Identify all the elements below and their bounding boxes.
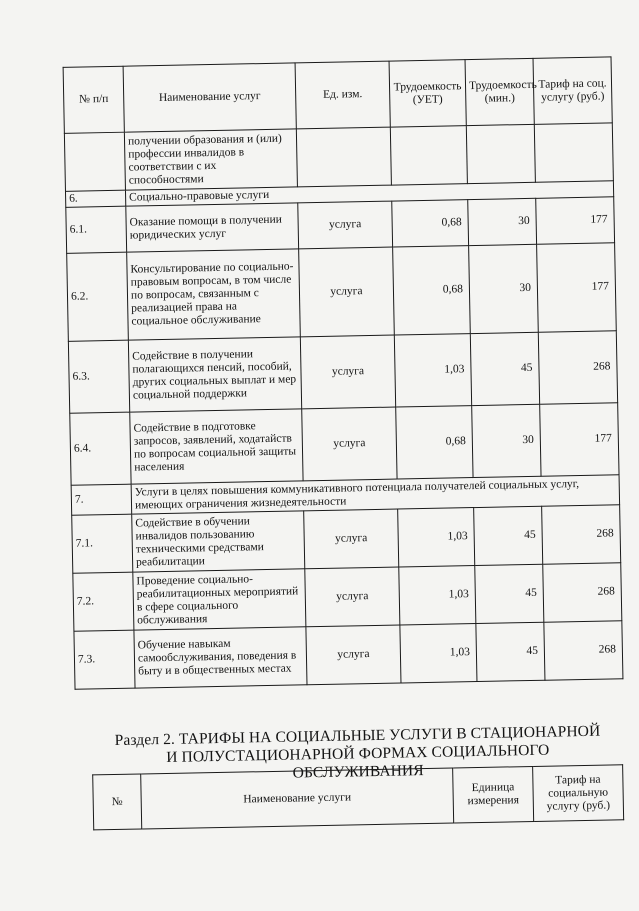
header-name: Наименование услуг — [123, 63, 296, 132]
header-tariff: Тариф на социальную услугу (руб.) — [533, 765, 624, 822]
section-number: 6. — [65, 190, 125, 207]
continuation-text: получении образования и (или) профессии инвалидов в соответствии с их способностями — [124, 129, 297, 190]
header-name: Наименование услуги — [141, 768, 454, 829]
header-uet: Трудоемкость (УЕТ) — [389, 60, 466, 127]
header-minutes: Трудоемкость (мин.) — [465, 58, 534, 125]
section-number: 7. — [71, 484, 132, 515]
table-row: 7.2. Проведение социально-реабилитационных мероприятий в сфере социального обслуживания услуга 1,03 45 268 — [73, 563, 622, 632]
header-num: № п/п — [63, 66, 124, 133]
header-tariff: Тариф на соц. услугу (руб.) — [533, 57, 612, 124]
section-title: Услуги в целях повышения коммуникативного потенциала получателей социальных услуг, имеющих ограничения жизнедеятельности — [131, 475, 619, 514]
table-header-row — [63, 57, 612, 134]
tariff-table-section-1 — [63, 56, 624, 689]
table-header-row — [93, 765, 624, 830]
table-row — [64, 123, 613, 192]
tariff-table-section-2 — [92, 764, 624, 830]
table-row: 7.1. Содействие в обучении инвалидов пользованию техническими средствами реабилитации услуга 1,03 45 268 — [72, 505, 621, 574]
table-row: 6.4. Содействие в подготовке запросов, заявлений, ходатайств по вопросам социальной защиты населения услуга 0,68 30 177 — [70, 403, 619, 486]
table-row: 7.3. Обучение навыкам самообслуживания, поведения в быту и в общественных местах услуга 1,03 45 268 — [74, 621, 623, 690]
table-row: 6.2. Консультирование по социально-правовым вопросам, в том числе по вопросам, связанным с реализацией права на социальное обслуживание услуга 0,68 30 177 — [67, 243, 617, 342]
header-unit: Ед. изм. — [295, 61, 390, 129]
header-unit: Единица измерения — [453, 766, 534, 823]
section-title: Социально-правовые услуги — [125, 181, 613, 206]
header-num: № — [93, 774, 142, 830]
section-2-heading: Раздел 2. ТАРИФЫ НА СОЦИАЛЬНЫЕ УСЛУГИ В СТАЦИОНАРНОЙ И ПОЛУСТАЦИОНАРНОЙ ФОРМАХ СОЦИАЛЬНОГО ОБСЛУЖИВАНИЯ — [114, 722, 601, 782]
table-row: 6.1. Оказание помощи в получении юридических услуг услуга 0,68 30 177 — [66, 197, 615, 254]
table-row: 6.3. Содействие в получении полагающихся пенсий, пособий, других социальных выплат и мер социальной поддержки услуга 1,03 45 268 — [68, 331, 617, 414]
